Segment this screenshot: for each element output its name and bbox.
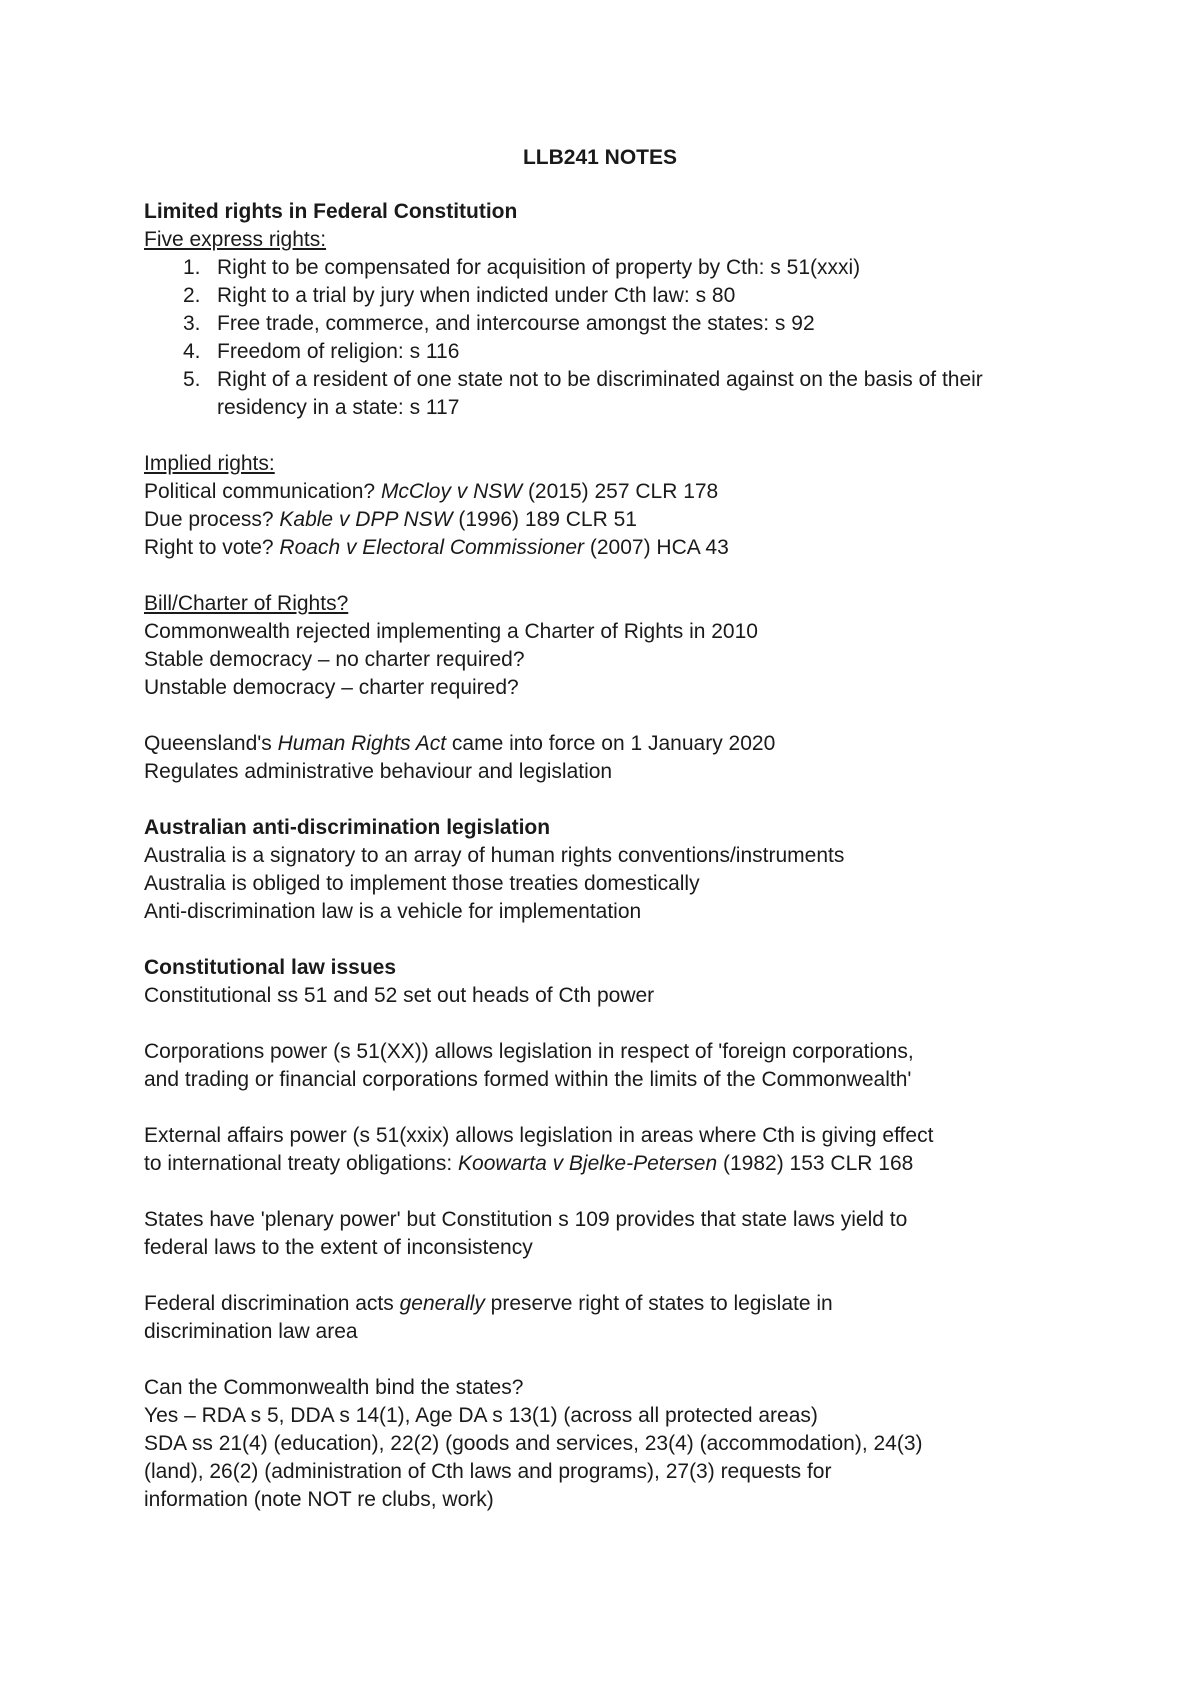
list-item xyxy=(144,282,1084,310)
case-name: Roach v Electoral Commissioner xyxy=(279,536,585,559)
body-line: and trading or financial corporations formed within the limits of the Commonwealth' xyxy=(144,1068,912,1091)
body-line: External affairs power (s 51(xxix) allows legislation in areas where Cth is giving effect xyxy=(144,1124,934,1147)
line-text: Political communication? xyxy=(144,480,381,503)
line-text: Federal discrimination acts xyxy=(144,1292,400,1315)
body-line: Regulates administrative behaviour and legislation xyxy=(144,760,613,783)
body-line xyxy=(144,730,1084,758)
list-item xyxy=(144,366,1084,422)
list-number: 3. xyxy=(183,312,201,335)
list-number: 4. xyxy=(183,340,201,363)
list-item xyxy=(144,254,1084,282)
list-number: 5. xyxy=(183,368,201,391)
express-rights-list xyxy=(144,254,1084,422)
body-line: federal laws to the extent of inconsistency xyxy=(144,1236,533,1259)
list-text: Free trade, commerce, and intercourse amongst the states: s 92 xyxy=(217,312,815,335)
body-line: Can the Commonwealth bind the states? xyxy=(144,1376,524,1399)
line-text: came into force on 1 January 2020 xyxy=(446,732,776,755)
body-line: Australia is obliged to implement those treaties domestically xyxy=(144,872,700,895)
implied-right-line xyxy=(144,478,1084,506)
list-text: Freedom of religion: s 116 xyxy=(217,340,460,363)
body-line: SDA ss 21(4) (education), 22(2) (goods and services, 23(4) (accommodation), 24(3) xyxy=(144,1432,923,1455)
list-text: Right to a trial by jury when indicted under Cth law: s 80 xyxy=(217,284,736,307)
body-line xyxy=(144,1150,1084,1178)
section-heading: Limited rights in Federal Constitution xyxy=(144,200,518,223)
subheading: Bill/Charter of Rights? xyxy=(144,592,349,615)
list-number: 1. xyxy=(183,256,201,279)
subheading: Implied rights: xyxy=(144,452,275,475)
body-line: Anti-discrimination law is a vehicle for implementation xyxy=(144,900,642,923)
body-line: discrimination law area xyxy=(144,1320,358,1343)
document-body xyxy=(144,198,1084,1514)
implied-right-line xyxy=(144,534,1084,562)
body-line: Corporations power (s 51(XX)) allows legislation in respect of 'foreign corporations, xyxy=(144,1040,914,1063)
body-line: Unstable democracy – charter required? xyxy=(144,676,519,699)
page-title: LLB241 NOTES xyxy=(522,146,678,169)
line-text: preserve right of states to legislate in xyxy=(484,1292,833,1315)
case-name: Koowarta v Bjelke-Petersen xyxy=(458,1152,718,1175)
list-item xyxy=(144,310,1084,338)
body-line xyxy=(144,1290,1084,1318)
body-line: (land), 26(2) (administration of Cth laws and programs), 27(3) requests for xyxy=(144,1460,832,1483)
case-name: McCloy v NSW xyxy=(380,480,523,503)
list-text: Right to be compensated for acquisition of property by Cth: s 51(xxxi) xyxy=(217,256,861,279)
act-name: Human Rights Act xyxy=(277,732,447,755)
line-text: Queensland's xyxy=(144,732,278,755)
case-name: Kable v DPP NSW xyxy=(279,508,453,531)
section-heading: Constitutional law issues xyxy=(144,956,397,979)
emphasis: generally xyxy=(399,1292,485,1315)
body-line: information (note NOT re clubs, work) xyxy=(144,1488,494,1511)
citation: (1996) 189 CLR 51 xyxy=(452,508,637,531)
list-text: Right of a resident of one state not to be discriminated against on the basis of their residency in a state: s 117 xyxy=(217,368,983,419)
body-line: States have 'plenary power' but Constitution s 109 provides that state laws yield to xyxy=(144,1208,908,1231)
subheading: Five express rights: xyxy=(144,228,327,251)
body-line: Commonwealth rejected implementing a Charter of Rights in 2010 xyxy=(144,620,758,643)
implied-right-line xyxy=(144,506,1084,534)
body-line: Australia is a signatory to an array of human rights conventions/instruments xyxy=(144,844,845,867)
section-heading: Australian anti-discrimination legislation xyxy=(144,816,551,839)
line-text: to international treaty obligations: xyxy=(144,1152,459,1175)
citation: (2007) HCA 43 xyxy=(584,536,729,559)
list-number: 2. xyxy=(183,284,201,307)
body-line: Yes – RDA s 5, DDA s 14(1), Age DA s 13(1) (across all protected areas) xyxy=(144,1404,818,1427)
body-line: Constitutional ss 51 and 52 set out heads of Cth power xyxy=(144,984,655,1007)
line-text: Right to vote? xyxy=(144,536,280,559)
list-item xyxy=(144,338,1084,366)
citation: (1982) 153 CLR 168 xyxy=(717,1152,914,1175)
line-text: Due process? xyxy=(144,508,280,531)
citation: (2015) 257 CLR 178 xyxy=(522,480,719,503)
body-line: Stable democracy – no charter required? xyxy=(144,648,525,671)
